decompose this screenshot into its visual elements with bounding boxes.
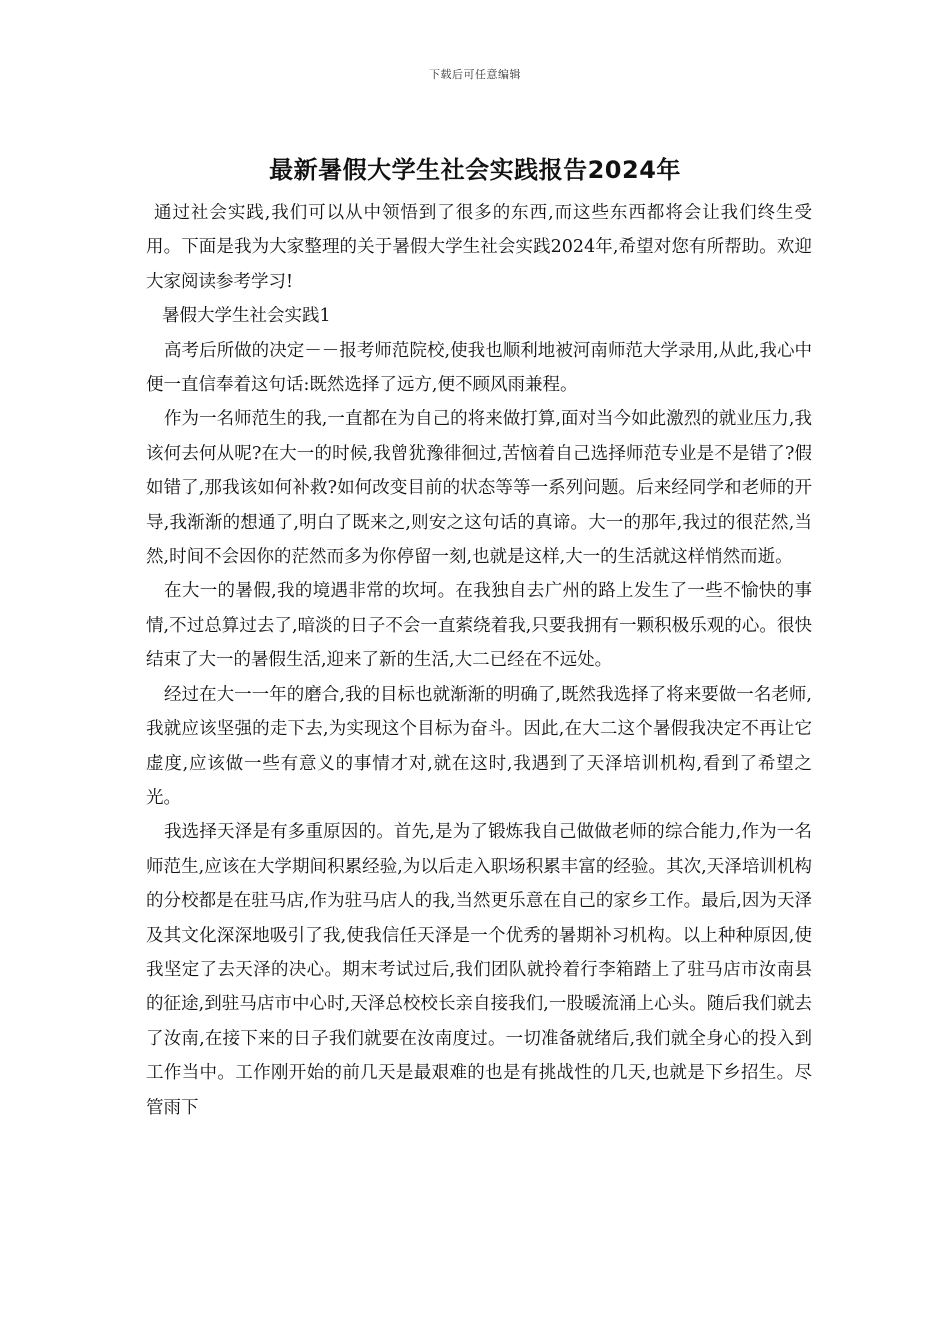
intro-paragraph: 通过社会实践,我们可以从中领悟到了很多的东西,而这些东西都将会让我们终生受用。下面是我为大家整理的关于暑假大学生社会实践2024年,希望对您有所帮助。欢迎大家阅读参考学习! — [146, 203, 812, 292]
body-paragraph: 经过在大一一年的磨合,我的目标也就渐渐的明确了,既然我选择了将来要做一名老师,我就应该坚强的走下去,为实现这个目标为奋斗。因此,在大二这个暑假我决定不再让它虚度,应该做一些有意义的事情才对,就在这时,我遇到了天泽培训机构,看到了希望之光。 — [146, 684, 812, 808]
document-title: 最新暑假大学生社会实践报告2024年 — [269, 156, 681, 184]
section-heading: 暑假大学生社会实践1 — [162, 306, 331, 327]
header-note: 下载后可任意编辑 — [429, 68, 521, 81]
body-paragraph: 我选择天泽是有多重原因的。首先,是为了锻炼我自己做做老师的综合能力,作为一名师范生,应该在大学期间积累经验,为以后走入职场积累丰富的经验。其次,天泽培训机构的分校都是在驻马店,作为驻马店人的我,当然更乐意在自己的家乡工作。最后,因为天泽及其文化深深地吸引了我,使我信任天泽是一个优秀的暑期补习机构。以上种种原因,使我坚定了去天泽的决心。期末考试过后,我们团队就拎着行李箱踏上了驻马店市汝南县的征途,到驻马店市中心时,天泽总校校长亲自接我们,一股暖流涌上心头。随后我们就去了汝南,在接下来的日子我们就要在汝南度过。一切准备就绪后,我们就全身心的投入到工作当中。工作刚开始的前几天是最艰难的也是有挑战性的几天,也就是下乡招生。尽管雨下 — [146, 822, 812, 1118]
body-paragraph: 在大一的暑假,我的境遇非常的坎坷。在我独自去广州的路上发生了一些不愉快的事情,不过总算过去了,暗淡的日子不会一直萦绕着我,只要我拥有一颗积极乐观的心。很快结束了大一的暑假生活,迎来了新的生活,大二已经在不远处。 — [146, 581, 812, 671]
body-paragraph: 作为一名师范生的我,一直都在为自己的将来做打算,面对当今如此激烈的就业压力,我该何去何从呢?在大一的时候,我曾犹豫徘徊过,苦恼着自己选择师范专业是不是错了?假如错了,那我该如何补救?如何改变目前的状态等等一系列问题。后来经同学和老师的开导,我渐渐的想通了,明白了既来之,则安之这句话的真谛。大一的那年,我过的很茫然,当然,时间不会因你的茫然而多为你停留一刻,也就是这样,大一的生活就这样悄然而逝。 — [146, 409, 812, 568]
document-body — [146, 196, 812, 1125]
body-paragraph: 高考后所做的决定－－报考师范院校,使我也顺利地被河南师范大学录用,从此,我心中便一直信奉着这句话:既然选择了远方,便不顾风雨兼程。 — [146, 340, 812, 396]
